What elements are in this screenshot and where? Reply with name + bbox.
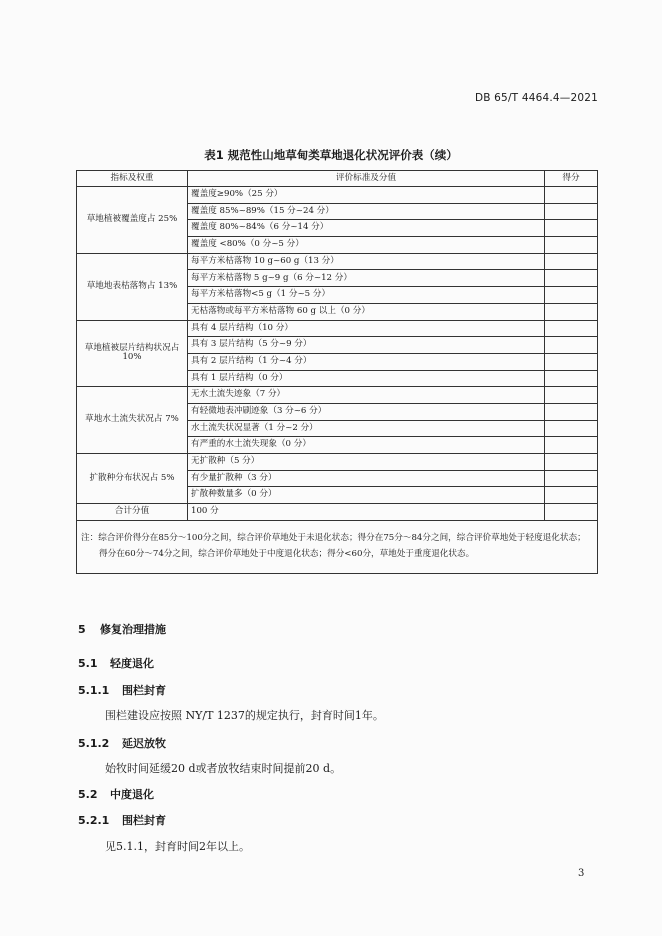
document-code: DB 65/T 4464.4—2021 — [474, 92, 598, 104]
score-cell — [545, 270, 598, 287]
score-cell — [545, 437, 598, 454]
criteria-cell: 有少量扩散种（3 分） — [188, 470, 545, 487]
section-heading-5-1-1 — [78, 682, 166, 698]
score-cell — [545, 370, 598, 387]
criteria-cell: 每平方米枯落物 10 g~60 g（13 分） — [188, 253, 545, 270]
criteria-cell: 水土流失状况显著（1 分~2 分） — [188, 420, 545, 437]
section-heading-5-1 — [78, 655, 154, 671]
criteria-cell: 覆盖度≥90%（25 分） — [188, 187, 545, 204]
section-title: 延迟放牧 — [122, 737, 166, 750]
section-title: 围栏封育 — [122, 684, 166, 697]
criteria-cell: 有严重的水土流失现象（0 分） — [188, 437, 545, 454]
score-cell — [545, 504, 598, 521]
score-cell — [545, 487, 598, 504]
note-row — [77, 520, 598, 573]
criteria-cell: 有轻微地表冲刷迹象（3 分~6 分） — [188, 403, 545, 420]
section-heading-5-1-2 — [78, 735, 166, 751]
section-heading-5 — [78, 621, 166, 637]
section-number: 5.2 — [78, 788, 98, 801]
section-title: 中度退化 — [110, 788, 154, 801]
score-cell — [545, 287, 598, 304]
criteria-cell: 覆盖度 <80%（0 分~5 分） — [188, 237, 545, 254]
table-header-row — [77, 171, 598, 187]
table-row — [77, 454, 598, 471]
score-cell — [545, 320, 598, 337]
table-row — [77, 187, 598, 204]
criteria-cell: 每平方米枯落物 5 g~9 g（6 分~12 分） — [188, 270, 545, 287]
column-header-indicator: 指标及权重 — [77, 171, 188, 187]
table-title: 表1 规范性山地草甸类草地退化状况评价表（续） — [204, 148, 458, 162]
score-cell — [545, 353, 598, 370]
score-cell — [545, 387, 598, 404]
score-cell — [545, 454, 598, 471]
column-header-score: 得分 — [545, 171, 598, 187]
section-number: 5 — [78, 623, 86, 636]
indicator-cell: 草地植被覆盖度占 25% — [77, 187, 188, 254]
table-row — [77, 387, 598, 404]
section-number: 5.2.1 — [78, 814, 110, 827]
score-cell — [545, 470, 598, 487]
total-row — [77, 504, 598, 521]
section-number: 5.1.1 — [78, 684, 110, 697]
indicator-cell: 草地地表枯落物占 13% — [77, 253, 188, 320]
page-number: 3 — [578, 868, 585, 879]
criteria-cell: 每平方米枯落物<5 g（1 分~5 分） — [188, 287, 545, 304]
total-value: 100 分 — [188, 504, 545, 521]
section-heading-5-2-1 — [78, 812, 166, 828]
criteria-cell: 无水土流失迹象（7 分） — [188, 387, 545, 404]
paragraph: 围栏建设应按照 NY/T 1237的规定执行，封育时间1年。 — [105, 709, 384, 722]
section-heading-5-2 — [78, 786, 154, 802]
evaluation-table — [76, 170, 598, 574]
paragraph: 见5.1.1，封育时间2年以上。 — [105, 840, 250, 853]
score-cell — [545, 420, 598, 437]
criteria-cell: 覆盖度 80%~84%（6 分~14 分） — [188, 220, 545, 237]
table-note: 注：综合评价得分在85分～100分之间，综合评价草地处于未退化状态；得分在75分～84分之间，综合评价草地处于轻度退化状态；得分在60分～74分之间，综合评价草地处于中度退化状态；得分<60分，草地处于重度退化状态。 — [77, 520, 598, 573]
section-number: 5.1 — [78, 657, 98, 670]
section-number: 5.1.2 — [78, 737, 110, 750]
indicator-cell: 草地水土流失状况占 7% — [77, 387, 188, 454]
score-cell — [545, 337, 598, 354]
criteria-cell: 具有 4 层片结构（10 分） — [188, 320, 545, 337]
score-cell — [545, 203, 598, 220]
section-title: 修复治理措施 — [100, 623, 166, 636]
criteria-cell: 无枯落物或每平方米枯落物 60 g 以上（0 分） — [188, 303, 545, 320]
section-title: 围栏封育 — [122, 814, 166, 827]
indicator-cell: 草地植被层片结构状况占 10% — [77, 320, 188, 387]
criteria-cell: 覆盖度 85%~89%（15 分~24 分） — [188, 203, 545, 220]
table-row — [77, 320, 598, 337]
score-cell — [545, 303, 598, 320]
score-cell — [545, 253, 598, 270]
criteria-cell: 具有 2 层片结构（1 分~4 分） — [188, 353, 545, 370]
section-title: 轻度退化 — [110, 657, 154, 670]
column-header-criteria: 评价标准及分值 — [188, 171, 545, 187]
total-label: 合计分值 — [77, 504, 188, 521]
criteria-cell: 扩散种数量多（0 分） — [188, 487, 545, 504]
criteria-cell: 无扩散种（5 分） — [188, 454, 545, 471]
score-cell — [545, 187, 598, 204]
criteria-cell: 具有 3 层片结构（5 分~9 分） — [188, 337, 545, 354]
score-cell — [545, 237, 598, 254]
indicator-cell: 扩散种分布状况占 5% — [77, 454, 188, 504]
score-cell — [545, 403, 598, 420]
paragraph: 始牧时间延缓20 d或者放牧结束时间提前20 d。 — [105, 762, 342, 775]
table-row — [77, 253, 598, 270]
criteria-cell: 具有 1 层片结构（0 分） — [188, 370, 545, 387]
score-cell — [545, 220, 598, 237]
